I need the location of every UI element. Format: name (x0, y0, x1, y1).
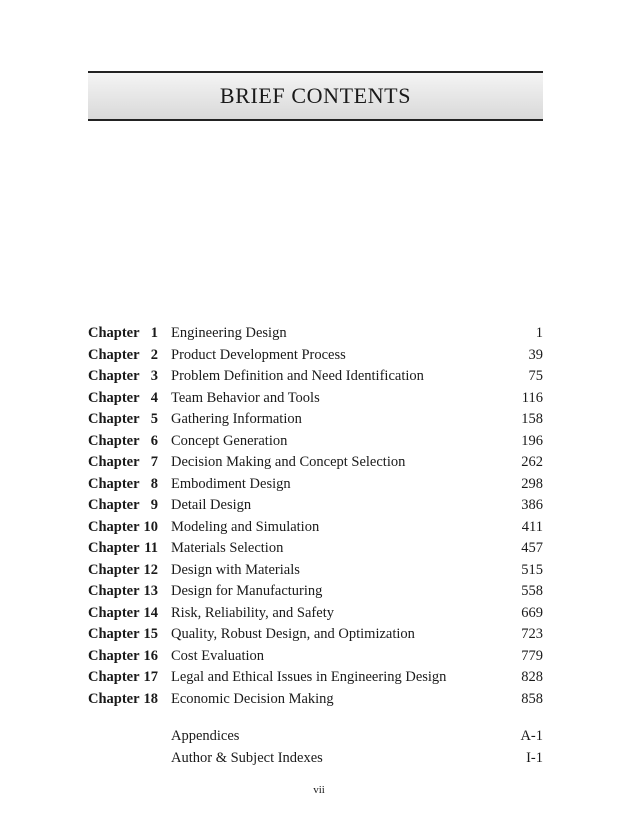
chapter-title: Problem Definition and Need Identification (171, 368, 424, 384)
back-matter-page-number: A-1 (520, 728, 543, 744)
chapter-number: 18 (143, 690, 158, 707)
chapter-number: 4 (150, 389, 158, 406)
chapter-page-number: 723 (521, 626, 543, 642)
chapter-title: Team Behavior and Tools (171, 389, 320, 406)
chapter-page-number: 298 (521, 475, 543, 492)
chapter-page-number: 558 (521, 583, 543, 599)
chapter-number: 16 (143, 647, 158, 664)
chapter-label: Chapter (88, 346, 140, 363)
chapter-page-number: 828 (521, 669, 543, 685)
chapter-number: 7 (150, 454, 158, 470)
chapter-title: Economic Decision Making (171, 690, 334, 707)
chapter-number: 8 (150, 475, 158, 492)
chapter-number: 3 (150, 368, 158, 384)
chapter-page-number: 75 (528, 368, 543, 384)
chapter-number: 12 (143, 561, 158, 578)
back-matter-entry[interactable] (88, 748, 543, 770)
chapter-label: Chapter (88, 518, 140, 535)
chapter-page-number: 411 (521, 518, 543, 535)
toc-entry[interactable] (88, 603, 543, 625)
chapter-label: Chapter (88, 454, 140, 470)
chapter-label: Chapter (88, 690, 140, 707)
chapter-title: Quality, Robust Design, and Optimization (171, 626, 415, 642)
chapter-title: Design with Materials (171, 561, 300, 578)
chapter-title: Embodiment Design (171, 475, 291, 492)
chapter-label: Chapter (88, 583, 140, 599)
chapter-label: Chapter (88, 647, 140, 664)
chapter-label: Chapter (88, 540, 140, 556)
back-matter-title: Author & Subject Indexes (171, 749, 323, 766)
chapter-title: Decision Making and Concept Selection (171, 454, 406, 470)
chapter-number: 11 (144, 540, 158, 556)
toc-entry[interactable] (88, 323, 543, 345)
chapter-page-number: 262 (521, 454, 543, 470)
chapter-label: Chapter (88, 325, 140, 341)
chapter-page-number: 386 (521, 497, 543, 513)
chapter-page-number: 515 (521, 561, 543, 578)
chapter-number: 1 (150, 325, 158, 341)
back-matter-entry[interactable] (88, 726, 543, 748)
toc-entry[interactable] (88, 689, 543, 711)
toc-entry[interactable] (88, 581, 543, 603)
toc-entry[interactable] (88, 409, 543, 431)
chapter-title: Detail Design (171, 497, 252, 513)
chapter-number: 13 (143, 583, 158, 599)
toc-entry[interactable] (88, 624, 543, 646)
chapter-label: Chapter (88, 626, 140, 642)
chapter-page-number: 39 (528, 346, 543, 363)
page-number: vii (313, 784, 325, 796)
chapter-page-number: 1 (535, 325, 543, 341)
toc-entry[interactable] (88, 646, 543, 668)
back-matter-page-number: I-1 (526, 749, 543, 766)
table-of-contents (88, 323, 543, 710)
chapter-title: Risk, Reliability, and Safety (171, 604, 334, 621)
chapter-label: Chapter (88, 561, 140, 578)
chapter-page-number: 158 (521, 411, 543, 427)
chapter-page-number: 116 (521, 389, 543, 406)
toc-entry[interactable] (88, 667, 543, 689)
chapter-page-number: 457 (521, 540, 543, 556)
toc-entry[interactable] (88, 431, 543, 453)
chapter-title: Modeling and Simulation (171, 518, 320, 535)
header-band (88, 71, 543, 121)
chapter-page-number: 779 (521, 647, 543, 664)
chapter-number: 9 (150, 497, 158, 513)
chapter-title: Product Development Process (171, 346, 346, 363)
chapter-label: Chapter (88, 475, 140, 492)
chapter-label: Chapter (88, 411, 140, 427)
chapter-label: Chapter (88, 497, 140, 513)
chapter-page-number: 196 (521, 432, 543, 449)
chapter-title: Cost Evaluation (171, 647, 265, 664)
chapter-page-number: 669 (521, 604, 543, 621)
chapter-label: Chapter (88, 669, 140, 685)
chapter-title: Design for Manufacturing (171, 583, 323, 599)
toc-entry[interactable] (88, 388, 543, 410)
chapter-title: Concept Generation (171, 432, 288, 449)
toc-entry[interactable] (88, 495, 543, 517)
toc-entry[interactable] (88, 560, 543, 582)
chapter-number: 5 (150, 411, 158, 427)
chapter-number: 6 (150, 432, 158, 449)
chapter-number: 17 (143, 669, 158, 685)
back-matter-list (88, 726, 543, 769)
chapter-number: 2 (150, 346, 158, 363)
chapter-label: Chapter (88, 368, 140, 384)
chapter-page-number: 858 (521, 690, 543, 707)
chapter-title: Gathering Information (171, 411, 302, 427)
toc-entry[interactable] (88, 345, 543, 367)
chapter-label: Chapter (88, 604, 140, 621)
chapter-number: 14 (143, 604, 158, 621)
chapter-title: Legal and Ethical Issues in Engineering Design (171, 669, 447, 685)
chapter-title: Engineering Design (171, 325, 287, 341)
chapter-label: Chapter (88, 389, 140, 406)
toc-entry[interactable] (88, 452, 543, 474)
chapter-title: Materials Selection (171, 540, 284, 556)
toc-entry[interactable] (88, 366, 543, 388)
toc-entry[interactable] (88, 474, 543, 496)
chapter-label: Chapter (88, 432, 140, 449)
chapter-number: 10 (143, 518, 158, 535)
chapter-number: 15 (143, 626, 158, 642)
toc-entry[interactable] (88, 538, 543, 560)
page-title: BRIEF CONTENTS (219, 83, 412, 108)
toc-entry[interactable] (88, 517, 543, 539)
back-matter-title: Appendices (171, 728, 240, 744)
